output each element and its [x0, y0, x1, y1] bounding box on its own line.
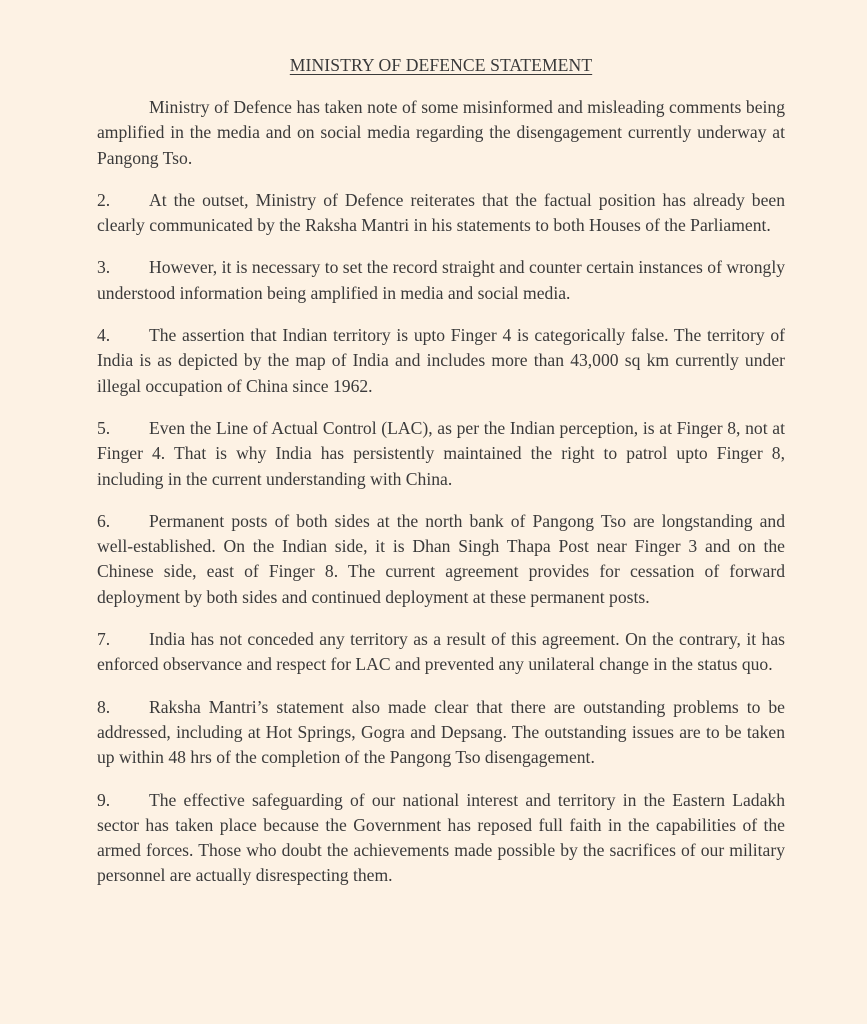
paragraph-number: 8. — [97, 696, 111, 717]
paragraph-text: The effective safeguarding of our national interest and territory in the Eastern Ladakh sector has taken place because the Government has reposed full faith in the capabilities of the armed forces. Those who doubt the achievements made possible by the sacrifices of our military personnel are actually disrespecting them. — [97, 789, 785, 886]
paragraph-4 — [97, 323, 785, 399]
document-title: MINISTRY OF DEFENCE STATEMENT — [289, 55, 593, 75]
paragraph-text: The assertion that Indian territory is upto Finger 4 is categorically false. The territory of India is as depicted by the map of India and includes more than 43,000 sq km currently under illegal occupation of China since 1962. — [97, 325, 785, 396]
paragraph-9 — [97, 788, 785, 889]
paragraph-number: 4. — [97, 325, 111, 346]
paragraph-text: However, it is necessary to set the record straight and counter certain instances of wrongly understood information being amplified in media and social media. — [97, 257, 785, 303]
paragraph-2 — [97, 188, 785, 239]
statement-document — [97, 53, 785, 906]
paragraph-text: Even the Line of Actual Control (LAC), as per the Indian perception, is at Finger 8, not at Finger 4. That is why India has persistently maintained the right to patrol upto Finger 8, including in the current understanding with China. — [97, 417, 785, 489]
paragraph-text: Raksha Mantri’s statement also made clear that there are outstanding problems to be addressed, including at Hot Springs, Gogra and Depsang. The outstanding issues are to be taken up within 48 hrs of the completion of the Pangong Tso disengagement. — [97, 696, 785, 768]
paragraph-8 — [97, 695, 785, 771]
paragraph-5 — [97, 416, 785, 492]
paragraph-text: Permanent posts of both sides at the north bank of Pangong Tso are longstanding and well-established. On the Indian side, it is Dhan Singh Thapa Post near Finger 3 and on the Chinese side, east of Finger 8. The current agreement provides for cessation of forward deployment by both sides and continued deployment at these permanent posts. — [97, 510, 785, 607]
paragraph-7 — [97, 627, 785, 678]
paragraph-number: 9. — [97, 789, 111, 810]
paragraph-number: 5. — [97, 417, 111, 438]
paragraph-3 — [97, 255, 785, 306]
paragraph-number: 7. — [97, 629, 111, 650]
paragraph-number: 2. — [97, 189, 111, 210]
paragraph-text: India has not conceded any territory as a result of this agreement. On the contrary, it has enforced observance and respect for LAC and prevented any unilateral change in the status quo. — [97, 629, 785, 675]
paragraph-text: At the outset, Ministry of Defence reiterates that the factual position has already been clearly communicated by the Raksha Mantri in his statements to both Houses of the Parliament. — [97, 189, 785, 236]
paragraph-number: 6. — [97, 510, 111, 531]
paragraph-number: 3. — [97, 257, 111, 278]
paragraph-6 — [97, 509, 785, 610]
paragraph-1: Ministry of Defence has taken note of some misinformed and misleading comments being amplified in the media and on social media regarding the disengagement currently underway at Pangong Tso. — [97, 97, 785, 168]
